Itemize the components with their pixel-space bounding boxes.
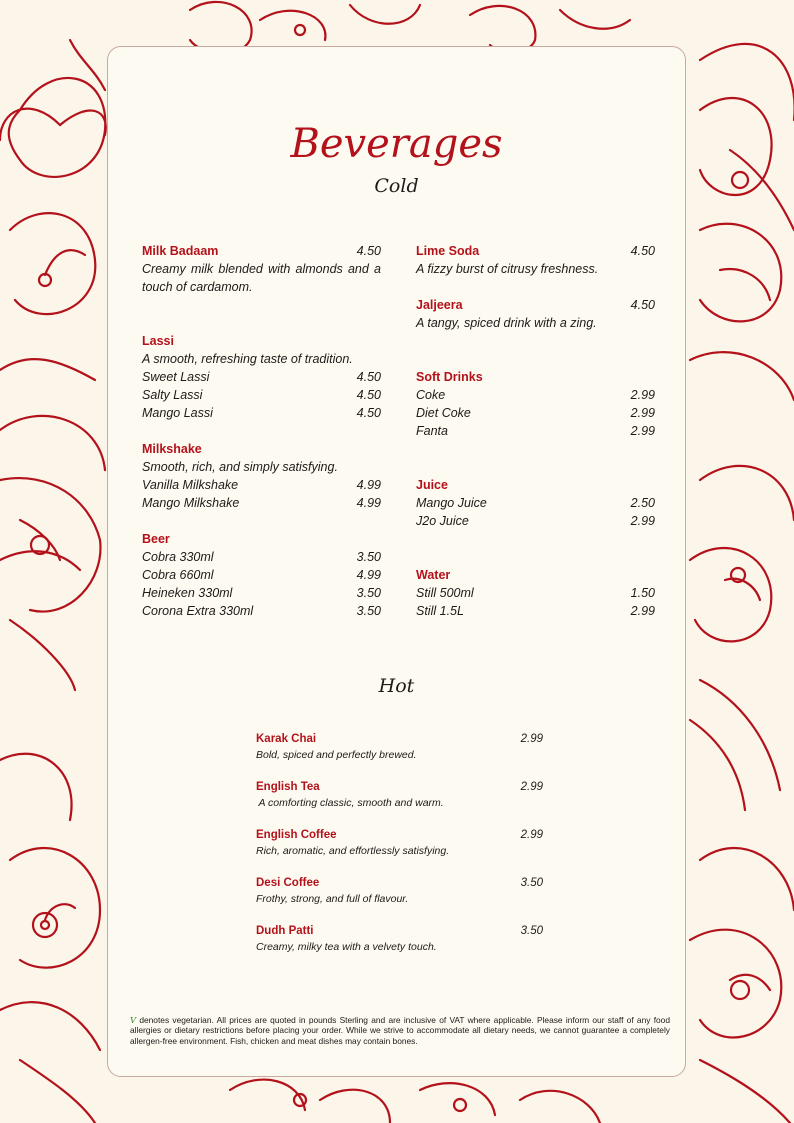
menu-item-lassi [142, 332, 381, 422]
item-description: A fizzy burst of citrusy freshness. [416, 262, 599, 276]
item-name: Dudh Patti [256, 925, 314, 937]
sub-item-name: Cobra 330ml [142, 550, 214, 564]
item-name: Juice [416, 478, 448, 492]
sub-item [142, 566, 381, 584]
sub-item-name: Diet Coke [416, 406, 471, 420]
flower-left-middle [0, 416, 105, 690]
sub-item-name: J2o Juice [416, 514, 469, 528]
sub-item-price: 2.99 [630, 604, 655, 618]
item-name: Milk Badaam [142, 244, 219, 258]
sub-item-name: Salty Lassi [142, 388, 203, 402]
sub-item-price: 2.99 [630, 514, 655, 528]
sub-item-name: Mango Lassi [142, 406, 213, 420]
sub-item-name: Vanilla Milkshake [142, 478, 239, 492]
sub-item-name: Corona Extra 330ml [142, 604, 254, 618]
sub-item [142, 368, 381, 386]
sub-item-name: Still 1.5L [416, 604, 464, 618]
menu-item-jaljeera [416, 296, 655, 332]
sub-item-price: 4.50 [356, 370, 381, 384]
flower-right-lower [690, 848, 794, 1123]
flower-right-upper [690, 44, 794, 400]
sub-item-price: 4.99 [356, 568, 381, 582]
sub-item-name: Heineken 330ml [142, 586, 233, 600]
sub-item [142, 584, 381, 602]
sub-item-price: 4.99 [356, 478, 381, 492]
item-price: 2.99 [520, 781, 543, 793]
item-description: Smooth, rich, and simply satisfying. [142, 460, 338, 474]
sub-item-name: Fanta [416, 424, 448, 438]
item-price: 4.50 [630, 244, 655, 258]
sub-item [416, 422, 655, 440]
flower-left-lower [0, 754, 100, 1123]
sub-item-price: 2.99 [630, 406, 655, 420]
item-price: 4.50 [630, 298, 655, 312]
menu-item-lime-soda [416, 242, 655, 278]
sub-item-name: Coke [416, 388, 446, 402]
item-price: 4.50 [356, 244, 381, 258]
item-price: 3.50 [520, 877, 543, 889]
sub-item-price: 2.99 [630, 388, 655, 402]
item-name: English Tea [256, 781, 320, 793]
sub-item-price: 2.99 [630, 424, 655, 438]
sub-item-name: Sweet Lassi [142, 370, 210, 384]
menu-item-desi-coffee [256, 875, 543, 907]
sub-item [142, 548, 381, 566]
sub-item-price: 4.50 [356, 388, 381, 402]
item-name: Beer [142, 532, 170, 546]
menu-item-dudh-patti [256, 923, 543, 955]
menu-item-english-coffee [256, 827, 543, 859]
item-name: Water [416, 568, 451, 582]
sub-item [416, 404, 655, 422]
sub-item [142, 404, 381, 422]
item-description: Creamy milk blended with almonds and a touch of cardamom. [142, 262, 381, 294]
sub-item-name: Mango Milkshake [142, 496, 240, 510]
item-description: Frothy, strong, and full of flavour. [256, 893, 409, 905]
flower-bottom-row [230, 1080, 600, 1123]
item-description: A smooth, refreshing taste of tradition. [142, 352, 353, 366]
menu-item-soft-drinks [416, 368, 655, 440]
menu-item-milk-badaam [142, 242, 381, 296]
cold-section-heading: Cold [374, 175, 419, 197]
menu-card [107, 46, 686, 1077]
footnote-text: denotes vegetarian. All prices are quoted in pounds Sterling and are inclusive of VAT where applicable. Please inform our staff of any food allergies or dietary restrictions before placing your order. While we strive to accommodate all dietary needs, we cannot guarantee a completely allergen-free environment. Fish, chicken and meat dishes may contain bones. [130, 1015, 670, 1046]
sub-item [416, 512, 655, 530]
vegetarian-symbol-icon: V [130, 1015, 137, 1025]
sub-item-price: 1.50 [630, 586, 655, 600]
sub-item-price: 3.50 [356, 604, 381, 618]
sub-item [416, 494, 655, 512]
menu-item-milkshake [142, 440, 381, 512]
item-name: Karak Chai [256, 733, 317, 745]
menu-item-english-tea [256, 779, 543, 811]
item-price: 2.99 [520, 829, 543, 841]
item-name: Milkshake [142, 442, 202, 456]
menu-item-water [416, 566, 655, 620]
item-description: Creamy, milky tea with a velvety touch. [256, 941, 437, 953]
menu-item-beer [142, 530, 381, 620]
item-name: English Coffee [256, 829, 337, 841]
sub-item-name: Still 500ml [416, 586, 474, 600]
item-name: Lime Soda [416, 244, 480, 258]
sub-item-name: Cobra 660ml [142, 568, 214, 582]
sub-item [416, 386, 655, 404]
sub-item [142, 602, 381, 620]
item-description: Rich, aromatic, and effortlessly satisfying. [256, 845, 450, 857]
sub-item [416, 584, 655, 602]
sub-item-price: 3.50 [356, 586, 381, 600]
item-description: A comforting classic, smooth and warm. [256, 797, 444, 809]
sub-item-price: 3.50 [356, 550, 381, 564]
item-name: Soft Drinks [416, 370, 483, 384]
menu-item-juice [416, 476, 655, 530]
item-description: Bold, spiced and perfectly brewed. [256, 749, 417, 761]
menu-item-karak-chai [256, 731, 543, 763]
sub-item [142, 386, 381, 404]
sub-item-price: 4.99 [356, 496, 381, 510]
item-description: A tangy, spiced drink with a zing. [416, 316, 597, 330]
hot-section-heading: Hot [378, 675, 415, 697]
flower-right-middle [690, 466, 794, 810]
item-name: Desi Coffee [256, 877, 320, 889]
sub-item [142, 476, 381, 494]
footnote [130, 1015, 670, 1046]
sub-item-name: Mango Juice [416, 496, 487, 510]
sub-item-price: 4.50 [356, 406, 381, 420]
item-price: 3.50 [520, 925, 543, 937]
item-price: 2.99 [520, 733, 543, 745]
sub-item [142, 494, 381, 512]
sub-item-price: 2.50 [630, 496, 655, 510]
item-name: Jaljeera [416, 298, 463, 312]
sub-item [416, 602, 655, 620]
flower-top-left [0, 40, 106, 380]
item-name: Lassi [142, 334, 174, 348]
page-title: Beverages [290, 121, 503, 167]
